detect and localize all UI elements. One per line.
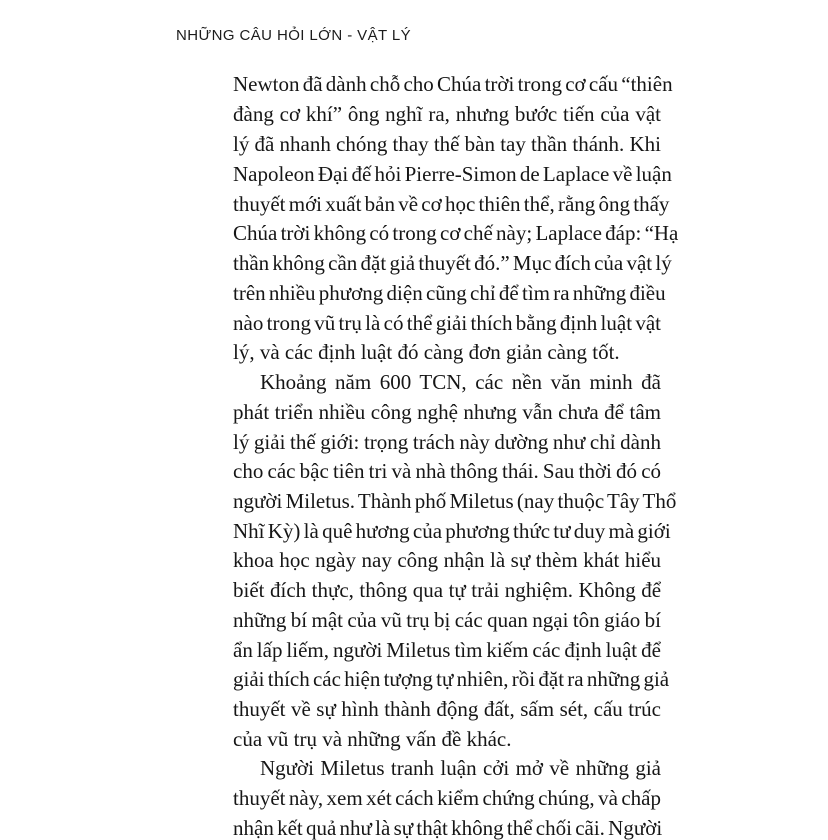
text-line: nào trong vũ trụ là có thể giải thích bằng định luật vật bbox=[233, 311, 661, 335]
text-line: thuyết mới xuất bản về cơ học thiên thể, rằng ông thấy bbox=[233, 192, 670, 216]
text-line: lý, và các định luật đó càng đơn giản càng tốt. bbox=[233, 340, 620, 364]
text-line: trên nhiều phương diện cũng chỉ để tìm ra những điều bbox=[233, 281, 666, 305]
text-line: Chúa trời không có trong cơ chế này; Laplace đáp: “Hạ bbox=[233, 221, 679, 245]
text-line: Newton đã dành chỗ cho Chúa trời trong cơ cấu “thiên bbox=[233, 72, 673, 96]
running-header: NHỮNG CÂU HỎI LỚN - VẬT LÝ bbox=[176, 27, 411, 44]
text-line: Khoảng năm 600 TCN, các nền văn minh đã bbox=[260, 370, 662, 394]
text-line: người Miletus. Thành phố Miletus (nay thuộc Tây Thổ bbox=[233, 489, 677, 513]
text-line: nhận kết quả như là sự thật không thể chối cãi. Người bbox=[233, 816, 663, 840]
text-line: ẩn lấp liếm, người Miletus tìm kiếm các định luật để bbox=[233, 638, 661, 662]
text-line: phát triển nhiều công nghệ nhưng vẫn chưa để tâm bbox=[233, 400, 661, 424]
text-line: Napoleon Đại đế hỏi Pierre-Simon de Laplace về luận bbox=[233, 162, 672, 186]
text-line: Nhĩ Kỳ) là quê hương của phương thức tư duy mà giới bbox=[233, 519, 671, 543]
text-line: biết đích thực, thông qua tự trải nghiệm. Không để bbox=[233, 578, 662, 602]
text-line: đàng cơ khí” ông nghĩ ra, nhưng bước tiến của vật bbox=[233, 102, 661, 126]
text-line: Người Miletus tranh luận cởi mở về những giả bbox=[260, 756, 661, 780]
text-line: thuyết về sự hình thành động đất, sấm sét, cấu trúc bbox=[233, 697, 661, 721]
text-line: những bí mật của vũ trụ bị các quan ngại tôn giáo bí bbox=[233, 608, 661, 632]
text-line: cho các bậc tiên tri và nhà thông thái. Sau thời đó có bbox=[233, 459, 662, 483]
text-line: thuyết này, xem xét cách kiểm chứng chúng, và chấp bbox=[233, 786, 661, 810]
text-line: khoa học ngày nay công nhận là sự thèm khát hiểu bbox=[233, 548, 662, 572]
text-line: lý giải thế giới: trọng trách này dường như chỉ dành bbox=[233, 430, 661, 454]
text-line: của vũ trụ và những vấn đề khác. bbox=[233, 727, 512, 751]
text-line: lý đã nhanh chóng thay thế bàn tay thần thánh. Khi bbox=[233, 132, 661, 156]
text-line: thần không cần đặt giả thuyết đó.” Mục đích của vật lý bbox=[233, 251, 672, 275]
text-line: giải thích các hiện tượng tự nhiên, rồi đặt ra những giả bbox=[233, 667, 670, 691]
